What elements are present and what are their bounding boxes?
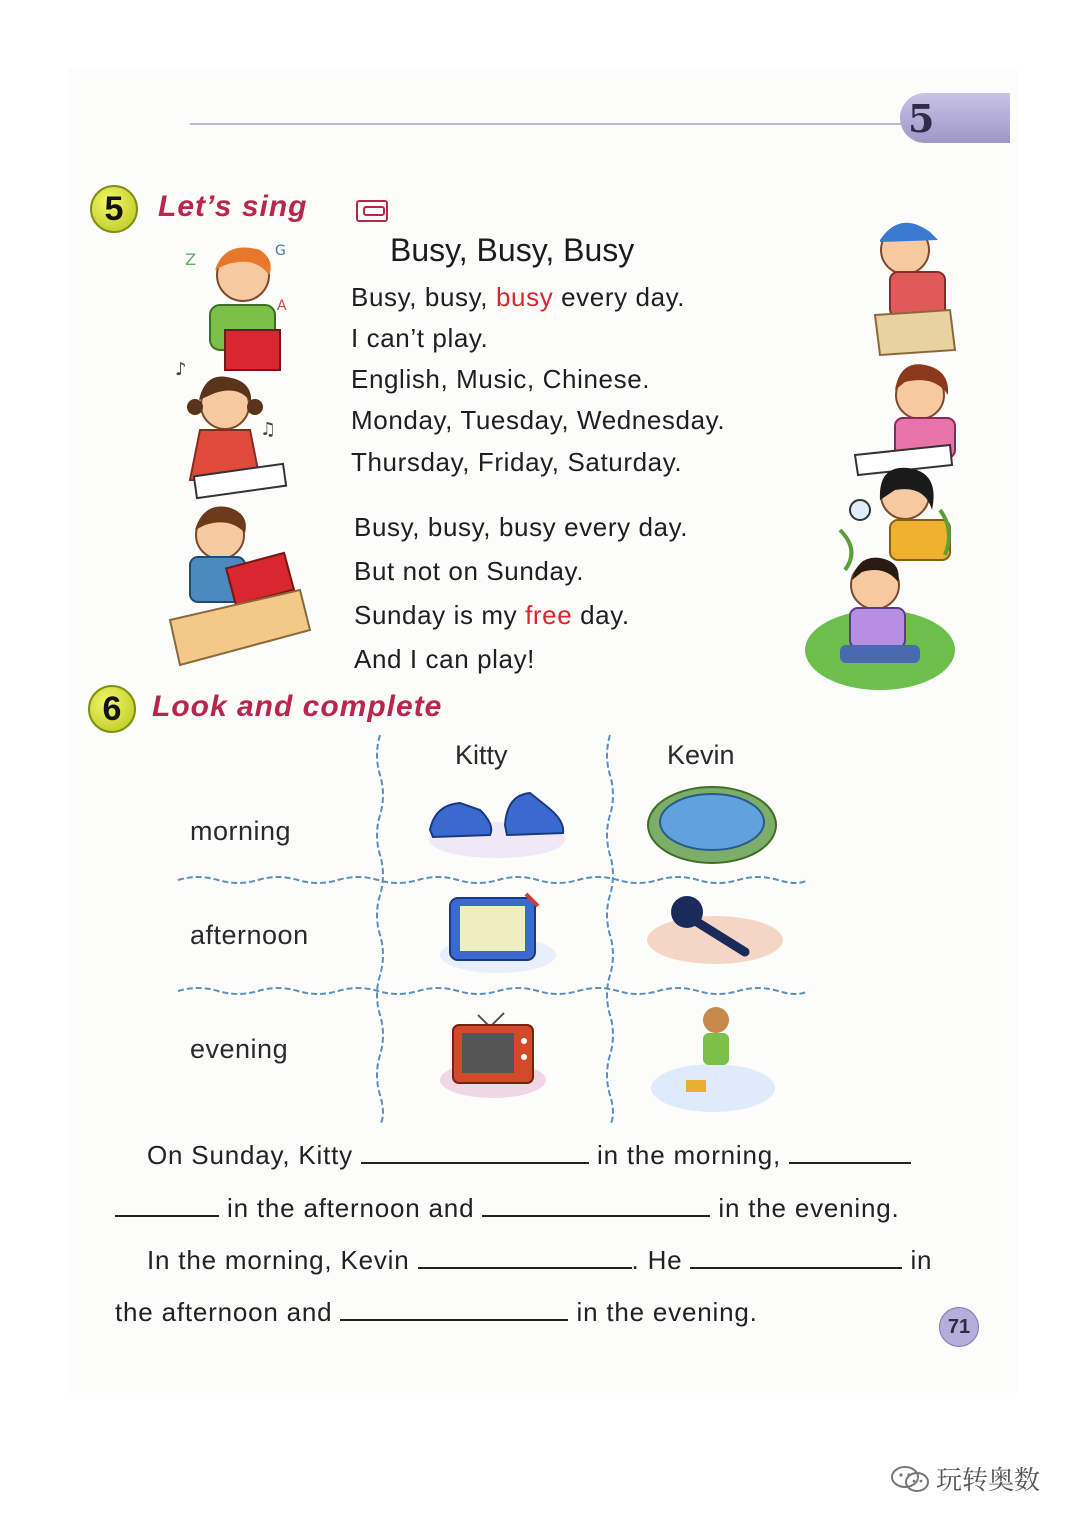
swimming-pool-icon (645, 780, 780, 865)
answer-blank[interactable] (115, 1193, 219, 1217)
unit-badge: 5 (900, 93, 1010, 143)
header-rule (190, 123, 950, 125)
svg-text:G: G (275, 243, 286, 259)
cassette-icon (356, 200, 388, 222)
answer-blank[interactable] (789, 1140, 911, 1164)
drawing-board-icon (438, 890, 558, 975)
lyric-line: Busy, busy, busy every day. (354, 512, 689, 542)
section-5-title: Let’s sing (158, 190, 308, 223)
lyric-line: English, Music, Chinese. (351, 364, 651, 394)
children-free-time-illustration (800, 210, 960, 700)
song-title: Busy, Busy, Busy (390, 232, 635, 268)
section-5-number: 5 (90, 185, 138, 233)
answer-blank[interactable] (340, 1297, 568, 1321)
watermark: 玩转奥数 (890, 1460, 1040, 1497)
answer-blank[interactable] (361, 1140, 589, 1164)
page-number: 71 (939, 1307, 979, 1347)
television-icon (438, 1005, 548, 1100)
boy-on-cloud-icon (648, 1000, 778, 1115)
chat-bubble-icon (890, 1464, 930, 1494)
svg-text:♪: ♪ (175, 359, 187, 380)
exercise-line-1: On Sunday, Kitty in the morning, (147, 1140, 911, 1171)
svg-text:A: A (277, 298, 287, 314)
row-label-afternoon: afternoon (190, 920, 309, 950)
children-studying-illustration (165, 235, 315, 675)
column-header-kevin: Kevin (667, 740, 735, 770)
answer-blank[interactable] (418, 1245, 632, 1269)
row-label-morning: morning (190, 816, 292, 846)
highlighted-word: free (525, 600, 573, 630)
answer-blank[interactable] (690, 1245, 902, 1269)
column-header-kitty: Kitty (455, 740, 508, 770)
svg-text:Z: Z (185, 250, 196, 269)
lyric-line: Sunday is my free day. (354, 600, 630, 630)
highlighted-word: busy (495, 282, 554, 312)
lyric-line: Monday, Tuesday, Wednesday. (351, 405, 726, 435)
sneakers-icon (425, 785, 570, 860)
section-6-number: 6 (88, 685, 136, 733)
lyric-line: Busy, busy, busy every day. (351, 282, 686, 312)
exercise-line-4: the afternoon and in the evening. (115, 1297, 758, 1327)
lyric-line: I can’t play. (351, 323, 489, 353)
lyric-line: But not on Sunday. (354, 556, 585, 586)
row-label-evening: evening (190, 1034, 289, 1064)
lyric-line: And I can play! (354, 644, 535, 674)
exercise-line-2: in the afternoon and in the evening. (115, 1193, 900, 1224)
exercise-line-3: In the morning, Kevin . He in (147, 1245, 933, 1275)
answer-blank[interactable] (482, 1193, 710, 1217)
svg-text:♫: ♫ (260, 419, 277, 440)
microphone-icon (645, 890, 785, 970)
section-6-title: Look and complete (152, 690, 443, 723)
lyric-line: Thursday, Friday, Saturday. (351, 447, 683, 477)
